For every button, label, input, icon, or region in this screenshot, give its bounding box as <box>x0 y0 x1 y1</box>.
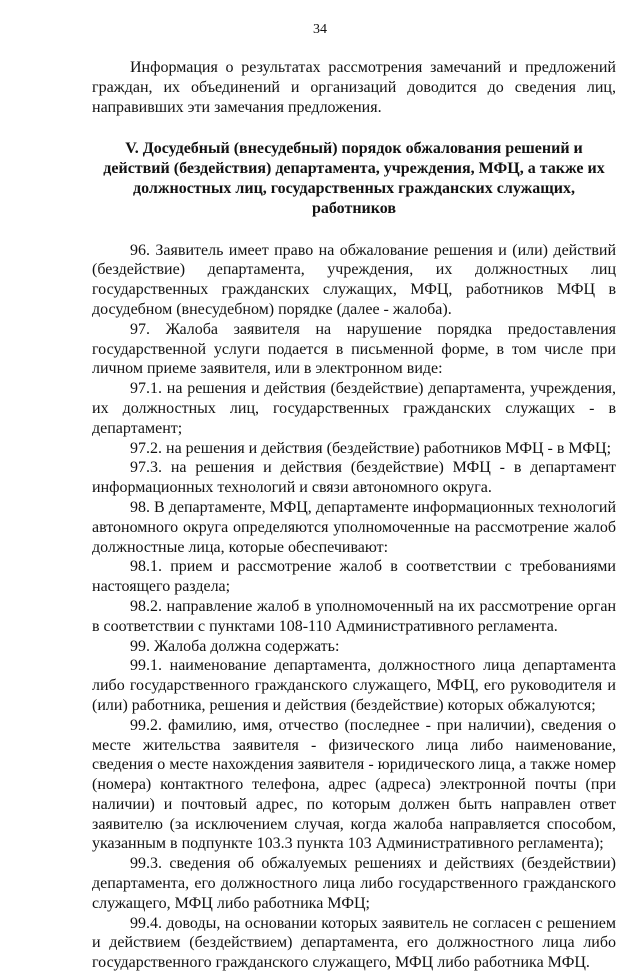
section-title: V. Досудебный (внесудебный) порядок обжалования решений и действий (бездействия) департамента, учреждения, МФЦ, а также их должностных лиц, государственных гражданских служащих, работников <box>103 140 605 217</box>
paragraph-99-3: 99.3. сведения об обжалуемых решениях и действиях (бездействии) департамента, его должностного лица либо государственного гражданского служащего, МФЦ либо работника МФЦ; <box>92 855 616 912</box>
paragraph-99-4: 99.4. доводы, на основании которых заявитель не согласен с решением и действием (бездействием) департамента, его должностного лица либо государственного гражданского служащего, МФЦ либо работника МФЦ. <box>92 914 616 972</box>
paragraph-98-1: 98.1. прием и рассмотрение жалоб в соответствии с требованиями настоящего раздела; <box>92 558 616 596</box>
paragraph-99-1: 99.1. наименование департамента, должностного лица департамента либо государственного гражданского служащего, МФЦ, его руководителя и (или) работника, решения и действия (бездействие) которых обжалуются; <box>92 657 616 714</box>
document-body <box>92 58 616 973</box>
paragraph-98: 98. В департаменте, МФЦ, департаменте информационных технологий автономного округа определяются уполномоченные на рассмотрение жалоб должностные лица, которые обеспечивают: <box>92 498 616 556</box>
paragraph-99: 99. Жалоба должна содержать: <box>130 637 340 655</box>
page-number: 34 <box>313 22 327 37</box>
paragraph-99-2: 99.2. фамилию, имя, отчество (последнее - при наличии), сведения о месте жительства заявителя - физического лица либо наименование, сведения о месте нахождения заявителя - юридического лица, а также номер (номера) контактного телефона, адрес (адреса) электронной почты (при наличии) и почтовый адрес, по которым должен быть направлен ответ заявителю (за исключением случая, когда жалоба направляется способом, указанным в подпункте 103.3 пункта 103 Административного регламента); <box>92 716 616 853</box>
paragraph-97: 97. Жалоба заявителя на нарушение порядка предоставления государственной услуги подается в письменной форме, в том числе при личном приеме заявителя, или в электронном виде: <box>92 320 616 378</box>
intro-paragraph: Информация о результатах рассмотрения замечаний и предложений граждан, их объединений и организаций доводится до сведения лиц, направивших эти замечания предложения. <box>92 59 616 116</box>
paragraph-98-2: 98.2. направление жалоб в уполномоченный на их рассмотрение орган в соответствии с пунктами 108-110 Административного регламента. <box>92 597 616 635</box>
paragraph-97-2: 97.2. на решения и действия (бездействие) работников МФЦ - в МФЦ; <box>130 439 612 457</box>
paragraph-97-3: 97.3. на решения и действия (бездействие) МФЦ - в департамент информационных технологий и связи автономного округа. <box>92 459 616 497</box>
paragraph-96: 96. Заявитель имеет право на обжалование решения и (или) действий (бездействие) департамента, учреждения, их должностных лиц государственных гражданских служащих, МФЦ, работников МФЦ в досудебном (внесудебном) порядке (далее - жалоба). <box>92 241 616 318</box>
paragraph-97-1: 97.1. на решения и действия (бездействие) департамента, учреждения, их должностных лиц, государственных гражданских служащих - в департамент; <box>92 380 616 437</box>
